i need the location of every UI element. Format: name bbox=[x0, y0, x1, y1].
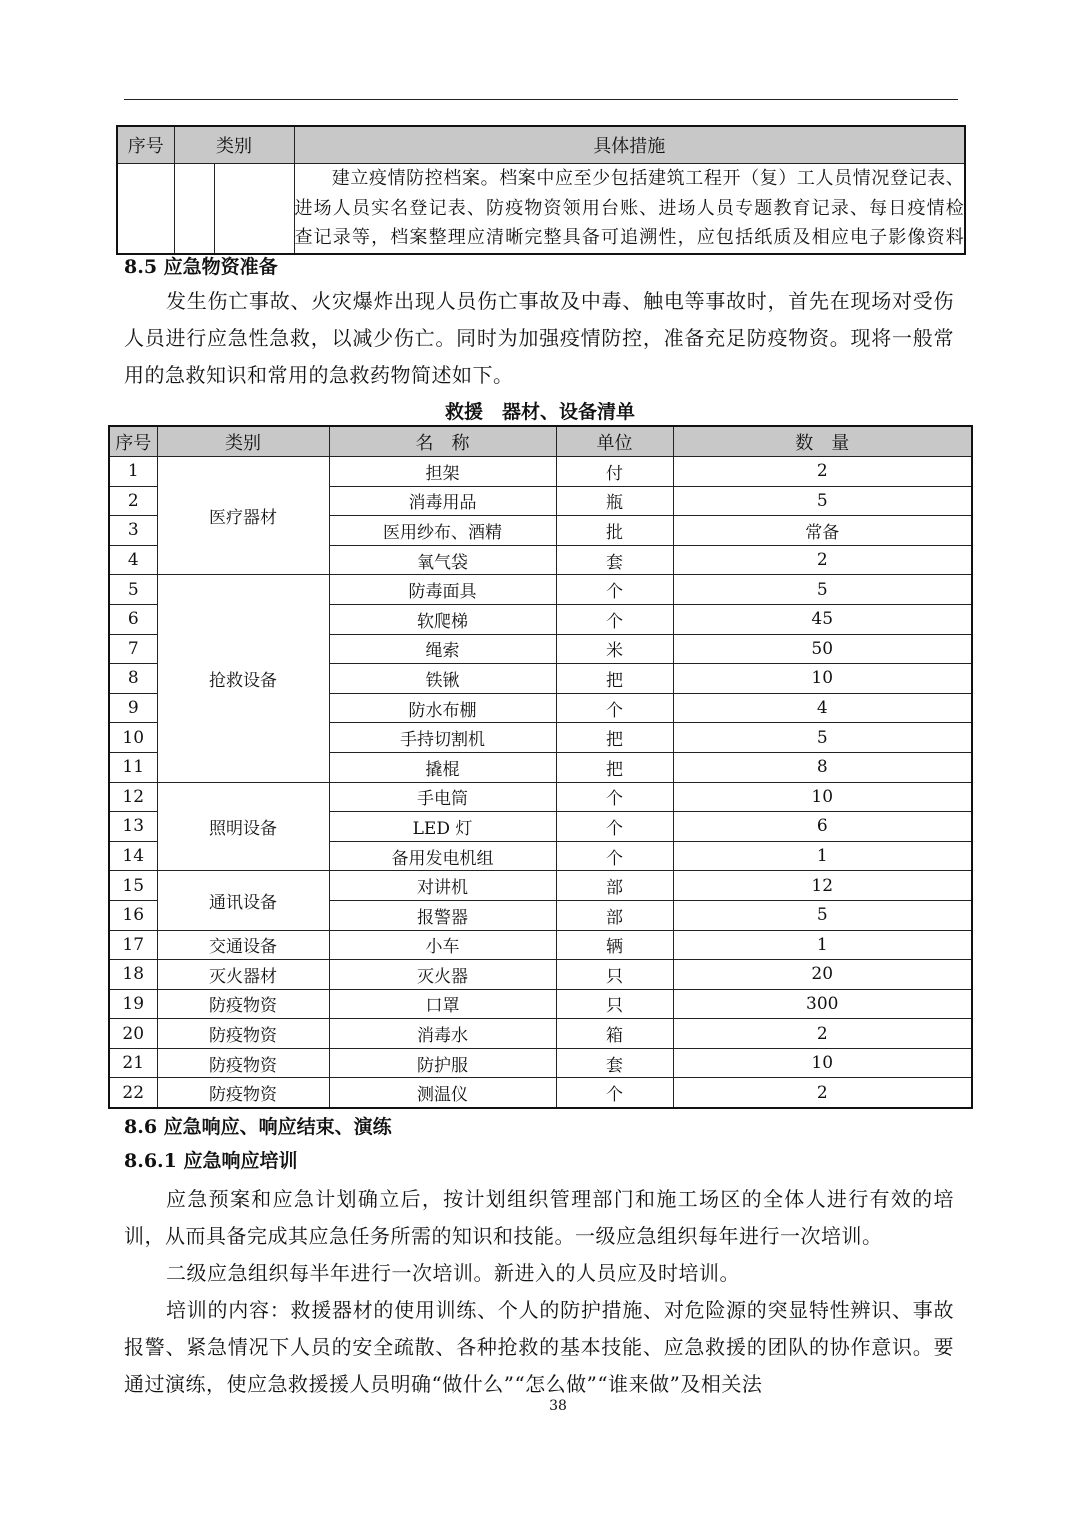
item-unit: 只 bbox=[556, 960, 673, 990]
table-row bbox=[109, 457, 972, 487]
header-cell: 单位 bbox=[556, 426, 673, 457]
item-unit: 瓶 bbox=[556, 486, 673, 516]
row-number: 1 bbox=[109, 457, 157, 487]
header-cell: 类别 bbox=[174, 126, 294, 164]
item-unit: 把 bbox=[556, 664, 673, 694]
table-cell bbox=[174, 164, 214, 254]
item-unit: 套 bbox=[556, 1048, 673, 1078]
row-number: 17 bbox=[109, 930, 157, 960]
row-number: 16 bbox=[109, 900, 157, 930]
header-rule bbox=[124, 99, 958, 100]
header-cell: 名 称 bbox=[329, 426, 556, 457]
item-quantity: 1 bbox=[673, 930, 972, 960]
item-unit: 把 bbox=[556, 723, 673, 753]
row-number: 13 bbox=[109, 812, 157, 842]
row-number: 3 bbox=[109, 516, 157, 546]
measure-line: 建立疫情防控档案。档案中应至少包括建筑工程开（复）工人员情况登记表、 bbox=[294, 168, 964, 189]
item-name: 报警器 bbox=[329, 900, 556, 930]
header-cell: 具体措施 bbox=[294, 126, 965, 164]
item-name: 对讲机 bbox=[329, 871, 556, 901]
measures-table bbox=[116, 125, 966, 255]
item-quantity: 8 bbox=[673, 752, 972, 782]
paragraph: 二级应急组织每半年进行一次培训。新进入的人员应及时培训。 bbox=[166, 1261, 740, 1285]
item-quantity: 2 bbox=[673, 1019, 972, 1049]
row-number: 2 bbox=[109, 486, 157, 516]
category-cell: 防疫物资 bbox=[157, 1019, 329, 1049]
item-name: 灭火器 bbox=[329, 960, 556, 990]
header-cell: 序号 bbox=[117, 126, 174, 164]
table-cell bbox=[214, 164, 294, 254]
category-cell: 防疫物资 bbox=[157, 989, 329, 1019]
row-number: 22 bbox=[109, 1078, 157, 1108]
item-quantity: 5 bbox=[673, 723, 972, 753]
category-cell: 防疫物资 bbox=[157, 1078, 329, 1108]
category-cell: 灭火器材 bbox=[157, 960, 329, 990]
row-number: 11 bbox=[109, 752, 157, 782]
item-quantity: 5 bbox=[673, 575, 972, 605]
row-number: 6 bbox=[109, 604, 157, 634]
item-name: 医用纱布、酒精 bbox=[329, 516, 556, 546]
row-number: 10 bbox=[109, 723, 157, 753]
table-row bbox=[109, 1048, 972, 1078]
item-name: LED 灯 bbox=[329, 812, 556, 842]
header-cell: 类别 bbox=[157, 426, 329, 457]
item-quantity: 12 bbox=[673, 871, 972, 901]
item-name: 测温仪 bbox=[329, 1078, 556, 1108]
table-row bbox=[109, 575, 972, 605]
row-number: 8 bbox=[109, 664, 157, 694]
category-cell: 照明设备 bbox=[157, 782, 329, 871]
item-unit: 箱 bbox=[556, 1019, 673, 1049]
table-row bbox=[109, 960, 972, 990]
item-name: 防护服 bbox=[329, 1048, 556, 1078]
table-row bbox=[109, 989, 972, 1019]
row-number: 7 bbox=[109, 634, 157, 664]
item-unit: 套 bbox=[556, 545, 673, 575]
item-unit: 辆 bbox=[556, 930, 673, 960]
row-number: 12 bbox=[109, 782, 157, 812]
table-row bbox=[109, 1019, 972, 1049]
item-name: 口罩 bbox=[329, 989, 556, 1019]
page-number: 38 bbox=[549, 1398, 567, 1414]
item-quantity: 50 bbox=[673, 634, 972, 664]
item-quantity: 20 bbox=[673, 960, 972, 990]
item-quantity: 10 bbox=[673, 782, 972, 812]
category-cell: 交通设备 bbox=[157, 930, 329, 960]
row-number: 21 bbox=[109, 1048, 157, 1078]
row-number: 5 bbox=[109, 575, 157, 605]
item-quantity: 5 bbox=[673, 486, 972, 516]
item-quantity: 10 bbox=[673, 1048, 972, 1078]
table-row bbox=[109, 930, 972, 960]
item-name: 小车 bbox=[329, 930, 556, 960]
item-unit: 部 bbox=[556, 900, 673, 930]
item-unit: 个 bbox=[556, 604, 673, 634]
header-cell: 序号 bbox=[109, 426, 157, 457]
section-heading-8-5: 8.5 应急物资准备 bbox=[124, 256, 278, 278]
item-name: 绳索 bbox=[329, 634, 556, 664]
item-unit: 只 bbox=[556, 989, 673, 1019]
paragraph: 发生伤亡事故、火灾爆炸出现人员伤亡事故及中毒、触电等事故时，首先在现场对受伤人员进行应急性急救，以减少伤亡。同时为加强疫情防控，准备充足防疫物资。现将一般常用的急救知识和常用的急救药物简述如下。 bbox=[124, 289, 954, 387]
item-quantity: 2 bbox=[673, 1078, 972, 1108]
item-name: 防水布棚 bbox=[329, 693, 556, 723]
paragraph: 应急预案和应急计划确立后，按计划组织管理部门和施工场区的全体人进行有效的培训，从而具备完成其应急任务所需的知识和技能。一级应急组织每年进行一次培训。 bbox=[124, 1187, 954, 1248]
item-unit: 把 bbox=[556, 752, 673, 782]
item-quantity: 2 bbox=[673, 457, 972, 487]
item-quantity: 45 bbox=[673, 604, 972, 634]
item-unit: 部 bbox=[556, 871, 673, 901]
row-number: 14 bbox=[109, 841, 157, 871]
equipment-table-header bbox=[109, 426, 972, 457]
item-quantity: 5 bbox=[673, 900, 972, 930]
category-cell: 防疫物资 bbox=[157, 1048, 329, 1078]
measure-line: 进场人员实名登记表、防疫物资领用台账、进场人员专题教育记录、每日疫情检 bbox=[294, 197, 964, 219]
item-quantity: 4 bbox=[673, 693, 972, 723]
sub-heading-8-6-1: 8.6.1 应急响应培训 bbox=[124, 1150, 298, 1172]
measure-text bbox=[294, 164, 965, 254]
category-cell: 抢救设备 bbox=[157, 575, 329, 782]
table-row bbox=[109, 1078, 972, 1108]
item-name: 撬棍 bbox=[329, 752, 556, 782]
row-number: 4 bbox=[109, 545, 157, 575]
row-number: 18 bbox=[109, 960, 157, 990]
item-quantity: 1 bbox=[673, 841, 972, 871]
row-number: 9 bbox=[109, 693, 157, 723]
item-name: 软爬梯 bbox=[329, 604, 556, 634]
item-name: 氧气袋 bbox=[329, 545, 556, 575]
item-name: 手电筒 bbox=[329, 782, 556, 812]
item-name: 防毒面具 bbox=[329, 575, 556, 605]
item-name: 消毒水 bbox=[329, 1019, 556, 1049]
category-cell: 通讯设备 bbox=[157, 871, 329, 930]
item-quantity: 10 bbox=[673, 664, 972, 694]
table-row bbox=[109, 871, 972, 901]
item-name: 铁锹 bbox=[329, 664, 556, 694]
item-unit: 批 bbox=[556, 516, 673, 546]
item-name: 担架 bbox=[329, 457, 556, 487]
item-unit: 个 bbox=[556, 1078, 673, 1108]
item-name: 备用发电机组 bbox=[329, 841, 556, 871]
table-row bbox=[109, 782, 972, 812]
paragraph: 培训的内容：救援器材的使用训练、个人的防护措施、对危险源的突显特性辨识、事故报警、紧急情况下人员的安全疏散、各种抢救的基本技能、应急救援的团队的协作意识。要通过演练，使应急救援援人员明确“做什么”“怎么做”“谁来做”及相关法 bbox=[124, 1298, 954, 1396]
measure-line: 查记录等，档案整理应清晰完整具备可追溯性，应包括纸质及相应电子影像资料 bbox=[294, 227, 964, 248]
row-number: 19 bbox=[109, 989, 157, 1019]
measures-table-header bbox=[117, 126, 965, 164]
item-unit: 个 bbox=[556, 782, 673, 812]
category-cell: 医疗器材 bbox=[157, 457, 329, 575]
item-quantity: 常备 bbox=[673, 516, 972, 546]
table-cell bbox=[117, 164, 174, 254]
row-number: 20 bbox=[109, 1019, 157, 1049]
item-unit: 付 bbox=[556, 457, 673, 487]
item-unit: 米 bbox=[556, 634, 673, 664]
measures-table-row bbox=[117, 164, 965, 254]
equipment-table bbox=[108, 425, 973, 1109]
item-unit: 个 bbox=[556, 841, 673, 871]
item-quantity: 6 bbox=[673, 812, 972, 842]
header-cell: 数 量 bbox=[673, 426, 972, 457]
item-quantity: 2 bbox=[673, 545, 972, 575]
item-unit: 个 bbox=[556, 693, 673, 723]
table-caption: 救援 器材、设备清单 bbox=[444, 401, 635, 423]
item-name: 消毒用品 bbox=[329, 486, 556, 516]
section-heading-8-6: 8.6 应急响应、响应结束、演练 bbox=[124, 1116, 392, 1138]
row-number: 15 bbox=[109, 871, 157, 901]
item-unit: 个 bbox=[556, 575, 673, 605]
item-unit: 个 bbox=[556, 812, 673, 842]
item-name: 手持切割机 bbox=[329, 723, 556, 753]
item-quantity: 300 bbox=[673, 989, 972, 1019]
